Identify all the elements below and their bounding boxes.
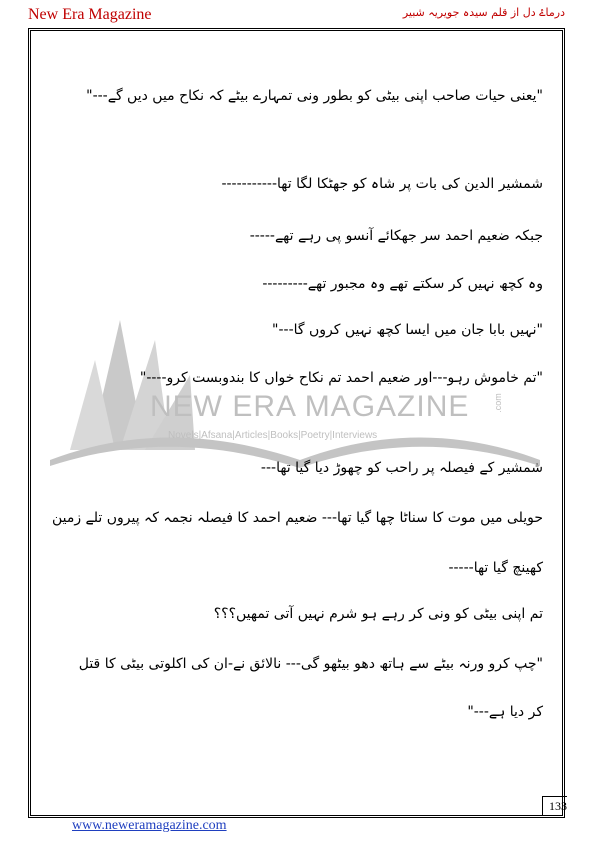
text-line-10: تم اپنی بیٹی کو ونی کر رہے ہو شرم نہیں آتی تمھیں؟؟؟ <box>213 606 543 622</box>
text-line-9: کھینچ گیا تھا----- <box>448 560 543 576</box>
text-line-12: کر دیا ہے---" <box>467 704 543 720</box>
page-number: 133 <box>542 796 567 815</box>
watermark-subtitle: Novels|Afsana|Articles|Books|Poetry|Interviews <box>168 430 378 441</box>
story-title: درماۓ دل از قلم سیدہ جویریہ شبیر <box>402 6 565 19</box>
text-line-4: وہ کچھ نہیں کر سکتے تھے وہ مجبور تھے--------- <box>262 276 543 292</box>
text-line-11: "چپ کرو ورنہ بیٹے سے ہاتھ دھو بیٹھو گی--- نالائق نے-ان کی اکلوتی بیٹی کا قتل <box>78 656 543 672</box>
text-line-2: شمشیر الدین کی بات پر شاہ کو جھٹکا لگا تھا----------- <box>221 176 543 192</box>
watermark-com: .com <box>492 393 503 413</box>
magazine-name: New Era Magazine <box>28 6 152 23</box>
text-line-1: "یعنی حیات صاحب اپنی بیٹی کو بطور ونی تمہارے بیٹے کہ نکاح میں دیں گے---" <box>86 88 543 104</box>
text-line-6: "تم خاموش رہو---اور ضعیم احمد تم نکاح خواں کا بندوبست کرو----" <box>139 370 543 386</box>
watermark-title: NEW ERA MAGAZINE <box>150 390 470 423</box>
footer-link[interactable]: www.neweramagazine.com <box>72 818 227 833</box>
text-line-5: "نہیں بابا جان میں ایسا کچھ نہیں کروں گا---" <box>272 322 543 338</box>
text-line-7: شمشیر کے فیصلہ پر راحب کو چھوڑ دیا گیا تھا--- <box>260 460 543 476</box>
text-line-3: جبکہ ضعیم احمد سر جھکائے آنسو پی رہے تھے----- <box>249 228 543 244</box>
text-line-8: حویلی میں موت کا سناٹا چھا گیا تھا--- ضعیم احمد کا فیصلہ نجمہ کہ پیروں تلے زمین <box>51 510 543 526</box>
